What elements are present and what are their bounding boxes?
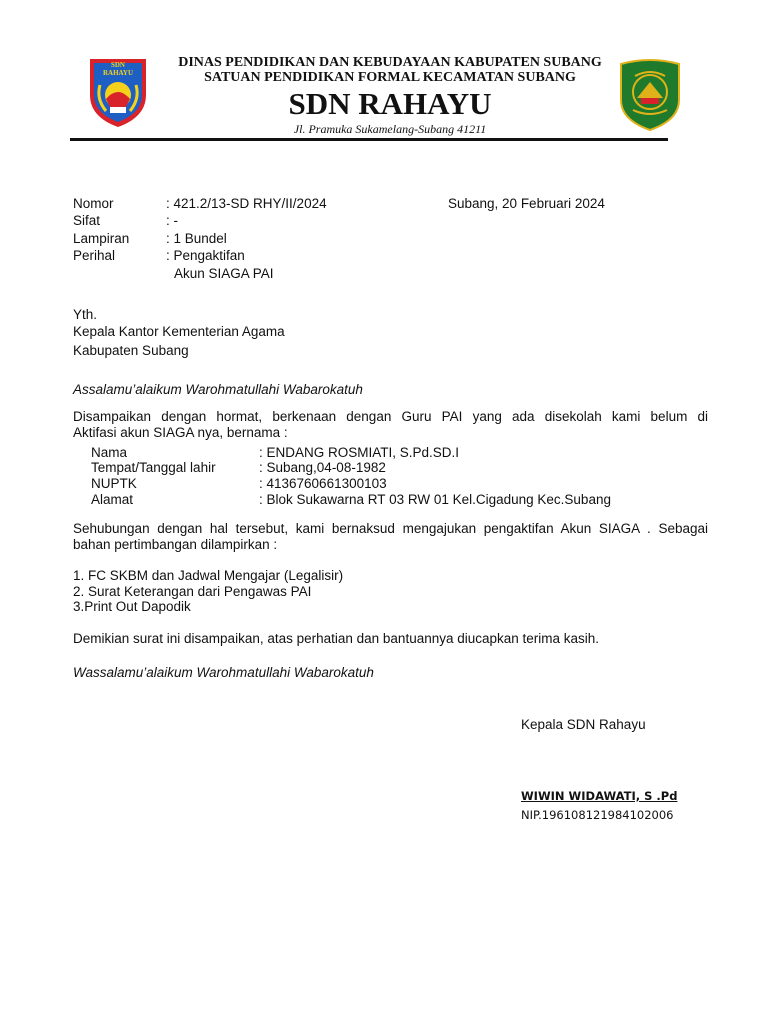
ttl-value: : Subang,04-08-1982 [259, 460, 386, 475]
header-rule [70, 138, 668, 141]
greeting: Assalamu’alaikum Warohmatullahi Wabarokatuh [73, 382, 363, 397]
alamat-label: Alamat [91, 492, 134, 507]
attachment-item-1: 1. FC SKBM dan Jadwal Mengajar (Legalisir) [73, 568, 344, 583]
recipient-yth: Yth. [73, 307, 98, 322]
request-paragraph [73, 521, 708, 553]
closing-sentence: Demikian surat ini disampaikan, atas perhatian dan bantuannya diucapkan terima kasih. [73, 631, 600, 646]
letterhead-line1: DINAS PENDIDIKAN DAN KEBUDAYAAN KABUPATEN SUBANG [178, 55, 602, 70]
letter-date: Subang, 20 Februari 2024 [448, 196, 605, 211]
intro-paragraph [73, 409, 708, 441]
regency-emblem-icon [617, 56, 683, 132]
signature-position: Kepala SDN Rahayu [521, 717, 646, 732]
recipient-office: Kepala Kantor Kementerian Agama [73, 324, 285, 339]
intro-line-2: Aktifasi akun SIAGA nya, bernama : [73, 425, 288, 440]
recipient-city: Kabupaten Subang [73, 343, 189, 358]
sifat-label: Sifat [73, 213, 101, 228]
nomor-label: Nomor [73, 196, 114, 211]
left-logo-text-top: SDN [110, 61, 125, 69]
school-address: Jl. Pramuka Sukamelang-Subang 41211 [293, 122, 487, 136]
nomor-value: : 421.2/13-SD RHY/II/2024 [166, 196, 327, 211]
signature-name: WIWIN WIDAWATI, S .Pd [521, 789, 678, 803]
nama-label: Nama [91, 445, 128, 460]
perihal-value-2: Akun SIAGA PAI [174, 266, 274, 281]
lampiran-label: Lampiran [73, 231, 130, 246]
alamat-value: : Blok Sukawarna RT 03 RW 01 Kel.Cigadung Kec.Subang [259, 492, 611, 507]
left-logo-text-mid: RAHAYU [102, 69, 134, 77]
perihal-value: : Pengaktifan [166, 248, 245, 263]
nuptk-label: NUPTK [91, 476, 137, 491]
request-line-2: bahan pertimbangan dilampirkan : [73, 537, 278, 552]
attachment-item-2: 2. Surat Keterangan dari Pengawas PAI [73, 584, 312, 599]
letterhead-line2: SATUAN PENDIDIKAN FORMAL KECAMATAN SUBANG [204, 70, 576, 85]
farewell: Wassalamu’alaikum Warohmatullahi Wabarokatuh [73, 665, 374, 680]
lampiran-value: : 1 Bundel [166, 231, 227, 246]
perihal-label: Perihal [73, 248, 116, 263]
ttl-label: Tempat/Tanggal lahir [91, 460, 216, 475]
signature-nip: NIP.196108121984102006 [521, 808, 674, 822]
nuptk-value: : 4136760661300103 [259, 476, 387, 491]
nama-value: : ENDANG ROSMIATI, S.Pd.SD.I [259, 445, 460, 460]
sifat-value: : - [166, 213, 178, 228]
school-title: SDN RAHAYU [288, 86, 492, 121]
intro-line-1: Disampaikan dengan hormat, berkenaan dengan Guru PAI yang ada disekolah kami belum di [73, 409, 708, 424]
attachment-item-3: 3.Print Out Dapodik [73, 599, 191, 614]
request-line-1: Sehubungan dengan hal tersebut, kami bernaksud mengajukan pengaktifan Akun SIAGA . Sebagai [73, 521, 708, 536]
